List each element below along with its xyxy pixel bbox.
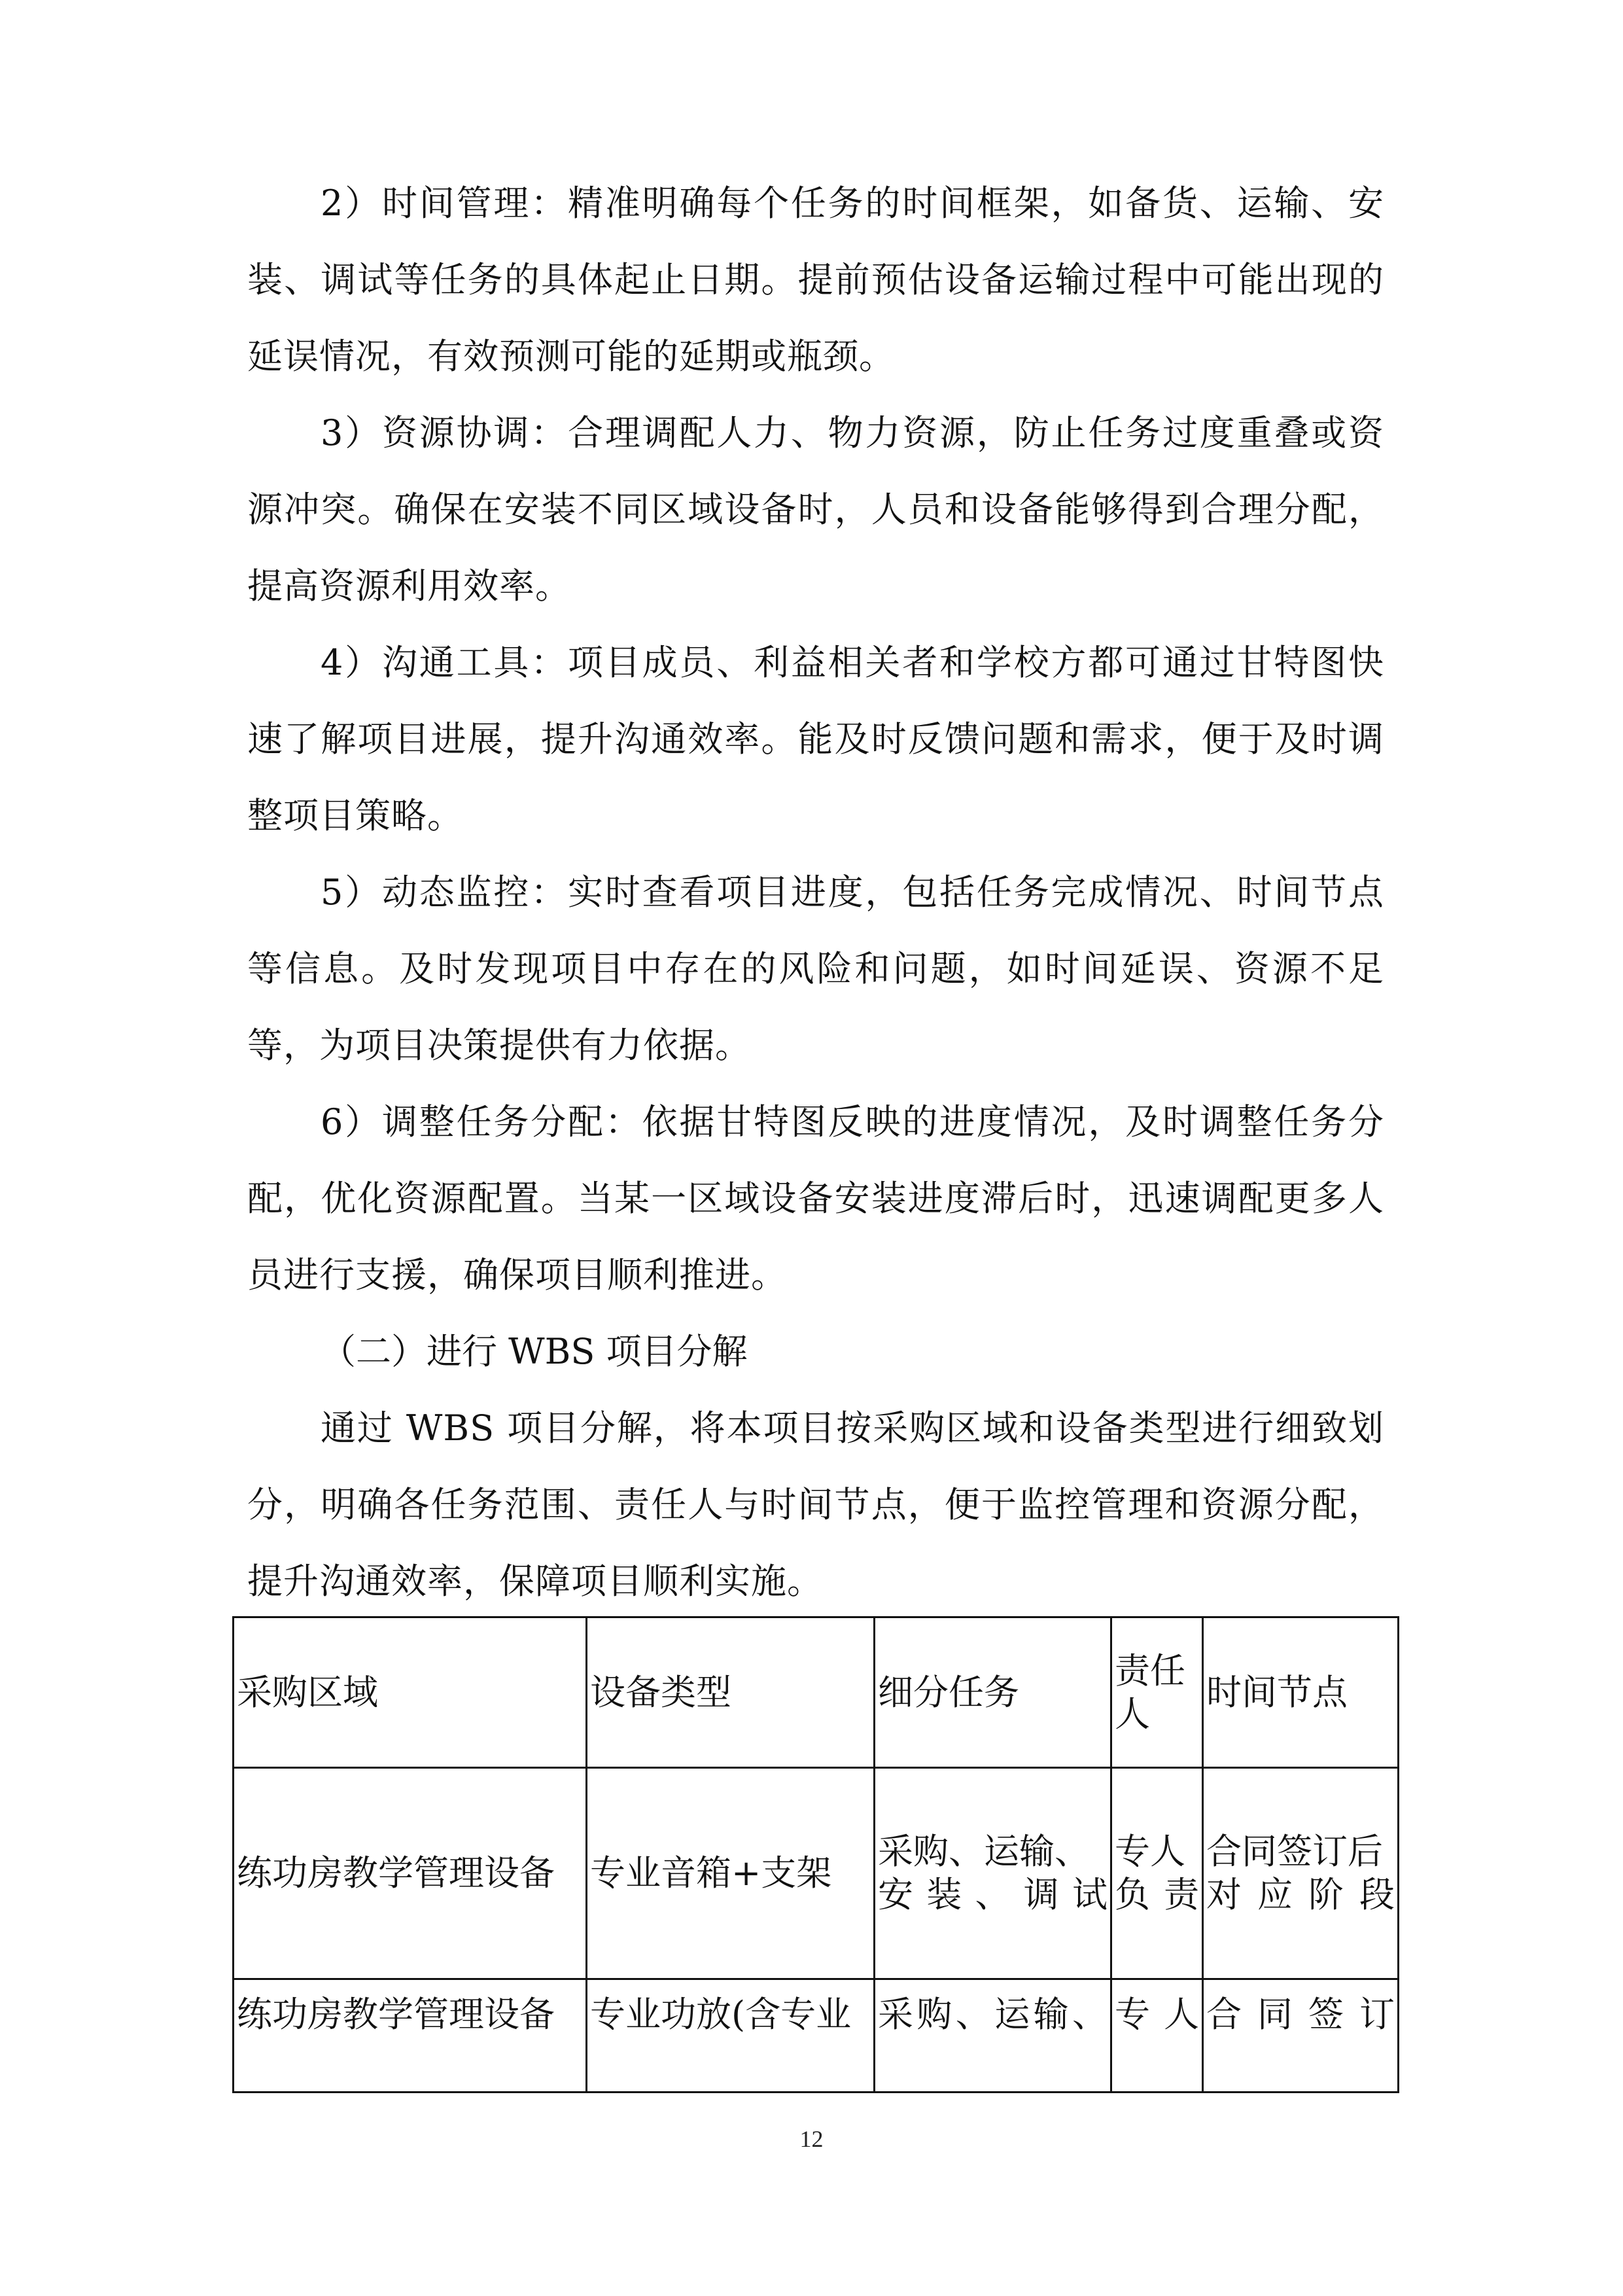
header-owner: 责任人 [1111,1617,1203,1768]
cell-owner: 专人 [1111,1979,1203,2093]
table-row [234,1979,1399,2093]
header-type: 设备类型 [587,1617,875,1768]
cell-task: 采购、运输、 [875,1979,1111,2093]
header-area: 采购区域 [234,1617,587,1768]
header-time: 时间节点 [1203,1617,1399,1768]
cell-type: 专业音箱+支架 [587,1768,875,1979]
cell-owner: 专人负责 [1111,1768,1203,1979]
header-task: 细分任务 [875,1617,1111,1768]
table-row [234,1768,1399,1979]
document-body [247,165,1384,1619]
cell-time: 合同签订 [1203,1979,1399,2093]
cell-area: 练功房教学管理设备 [234,1768,587,1979]
cell-task: 采购、运输、安装、调试 [875,1768,1111,1979]
table-header-row [234,1617,1399,1768]
page-number: 12 [799,2126,824,2152]
cell-type: 专业功放(含专业 [587,1979,875,2093]
paragraph-dynamic-monitoring: 5）动态监控：实时查看项目进度，包括任务完成情况、时间节点等信息。及时发现项目中存在的风险和问题，如时间延误、资源不足等，为项目决策提供有力依据。 [247,872,1384,1066]
cell-area: 练功房教学管理设备 [234,1979,587,2093]
paragraph-task-adjustment: 6）调整任务分配：依据甘特图反映的进度情况，及时调整任务分配，优化资源配置。当某一区域设备安装进度滞后时，迅速调配更多人员进行支援，确保项目顺利推进。 [247,1101,1384,1296]
paragraph-communication-tool: 4）沟通工具：项目成员、利益相关者和学校方都可通过甘特图快速了解项目进展，提升沟通效率。能及时反馈问题和需求，便于及时调整项目策略。 [247,642,1384,836]
paragraph-resource-coordination: 3）资源协调：合理调配人力、物力资源，防止任务过度重叠或资源冲突。确保在安装不同区域设备时，人员和设备能够得到合理分配，提高资源利用效率。 [247,412,1384,607]
wbs-table [232,1616,1399,2093]
cell-time: 合同签订后对应阶段 [1203,1768,1399,1979]
paragraph-wbs-intro: 通过 WBS 项目分解，将本项目按采购区域和设备类型进行细致划分，明确各任务范围、责任人与时间节点，便于监控管理和资源分配，提升沟通效率，保障项目顺利实施。 [247,1407,1384,1602]
paragraph-time-management: 2）时间管理：精准明确每个任务的时间框架，如备货、运输、安装、调试等任务的具体起止日期。提前预估设备运输过程中可能出现的延误情况，有效预测可能的延期或瓶颈。 [247,183,1384,377]
section-heading: （二）进行 WBS 项目分解 [321,1331,748,1372]
